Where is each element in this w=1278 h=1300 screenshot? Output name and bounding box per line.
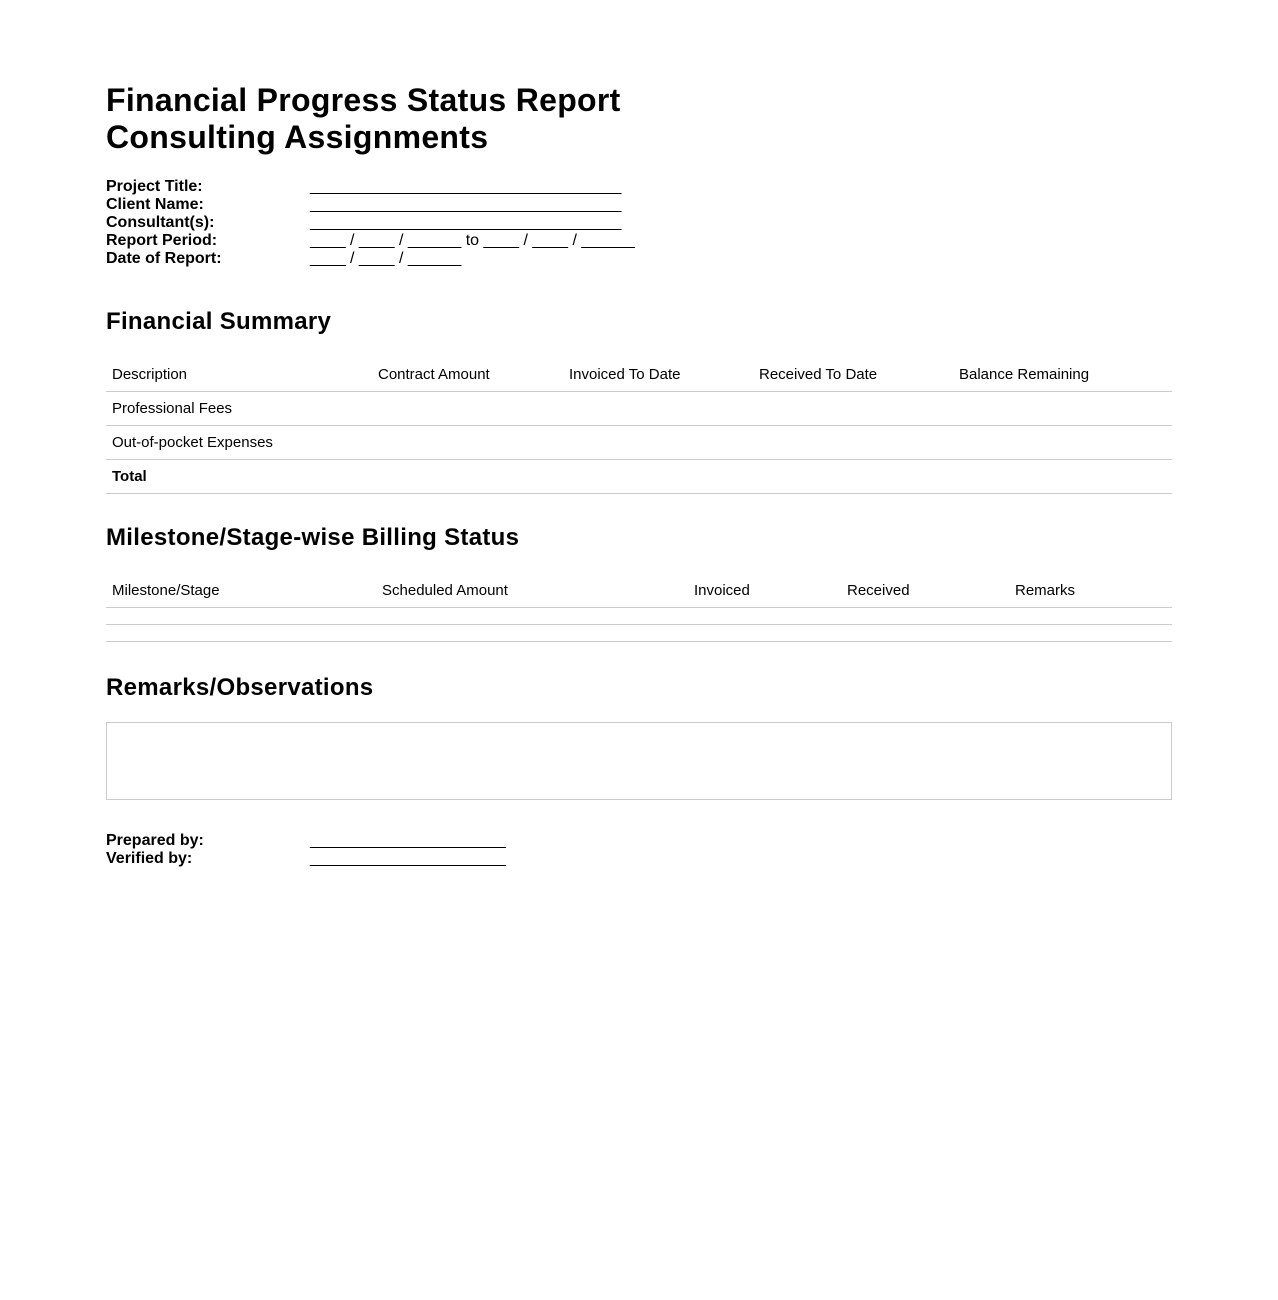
prepared-by-label: Prepared by:: [106, 832, 204, 849]
cell-contract-amount[interactable]: [372, 426, 563, 460]
consultants-label: Consultant(s):: [106, 214, 215, 231]
signoff-section: [106, 832, 1172, 868]
column-header-balance-remaining: Balance Remaining: [953, 358, 1172, 392]
cell-balance-remaining[interactable]: [953, 460, 1172, 494]
cell-invoiced[interactable]: [688, 608, 841, 625]
report-title-line1: Financial Progress Status Report: [106, 82, 621, 118]
financial-summary-table: [106, 358, 1172, 494]
report-title-line2: Consulting Assignments: [106, 119, 489, 155]
column-header-description: Description: [106, 358, 372, 392]
column-header-invoiced: Invoiced: [688, 574, 841, 608]
report-title: [106, 82, 1172, 156]
meta-client-name: [106, 196, 1172, 214]
cell-invoiced-to-date[interactable]: [563, 460, 753, 494]
consultants-field[interactable]: ___________________________________: [310, 214, 622, 231]
row-description: Professional Fees: [106, 392, 372, 426]
client-name-field[interactable]: ___________________________________: [310, 196, 622, 213]
remarks-heading: Remarks/Observations: [106, 674, 374, 701]
financial-summary-heading: Financial Summary: [106, 308, 332, 335]
table-row-total: [106, 460, 1172, 494]
column-header-contract-amount: Contract Amount: [372, 358, 563, 392]
report-period-field[interactable]: ____ / ____ / ______ to ____ / ____ / ______: [310, 232, 635, 249]
cell-received-to-date[interactable]: [753, 460, 953, 494]
report-meta: [106, 178, 1172, 268]
remarks-box[interactable]: [106, 722, 1172, 800]
cell-scheduled-amount[interactable]: [376, 625, 688, 642]
row-description-total: Total: [106, 460, 372, 494]
meta-report-period: [106, 232, 1172, 250]
row-description: Out-of-pocket Expenses: [106, 426, 372, 460]
cell-received[interactable]: [841, 625, 1009, 642]
table-header-row: [106, 358, 1172, 392]
table-row: [106, 392, 1172, 426]
table-row: [106, 608, 1172, 625]
cell-received-to-date[interactable]: [753, 426, 953, 460]
column-header-milestone-stage: Milestone/Stage: [106, 574, 376, 608]
column-header-invoiced-to-date: Invoiced To Date: [563, 358, 753, 392]
signoff-verified-by: [106, 850, 1172, 868]
table-row: [106, 625, 1172, 642]
cell-milestone-stage[interactable]: [106, 625, 376, 642]
column-header-scheduled-amount: Scheduled Amount: [376, 574, 688, 608]
verified-by-label: Verified by:: [106, 850, 193, 867]
date-of-report-label: Date of Report:: [106, 250, 222, 267]
cell-contract-amount[interactable]: [372, 392, 563, 426]
milestone-billing-table: [106, 574, 1172, 642]
cell-invoiced[interactable]: [688, 625, 841, 642]
report-page: [106, 82, 1172, 868]
cell-contract-amount[interactable]: [372, 460, 563, 494]
meta-consultants: [106, 214, 1172, 232]
cell-remarks[interactable]: [1009, 608, 1172, 625]
report-period-label: Report Period:: [106, 232, 218, 249]
cell-received-to-date[interactable]: [753, 392, 953, 426]
cell-balance-remaining[interactable]: [953, 426, 1172, 460]
cell-invoiced-to-date[interactable]: [563, 392, 753, 426]
verified-by-field[interactable]: ______________________: [310, 850, 506, 867]
column-header-received: Received: [841, 574, 1009, 608]
cell-balance-remaining[interactable]: [953, 392, 1172, 426]
milestone-billing-heading: Milestone/Stage-wise Billing Status: [106, 524, 520, 551]
project-title-label: Project Title:: [106, 178, 203, 195]
signoff-prepared-by: [106, 832, 1172, 850]
cell-remarks[interactable]: [1009, 625, 1172, 642]
cell-invoiced-to-date[interactable]: [563, 426, 753, 460]
column-header-received-to-date: Received To Date: [753, 358, 953, 392]
project-title-field[interactable]: ___________________________________: [310, 178, 622, 195]
cell-milestone-stage[interactable]: [106, 608, 376, 625]
date-of-report-field[interactable]: ____ / ____ / ______: [310, 250, 462, 267]
table-header-row: [106, 574, 1172, 608]
column-header-remarks: Remarks: [1009, 574, 1172, 608]
cell-scheduled-amount[interactable]: [376, 608, 688, 625]
meta-date-of-report: [106, 250, 1172, 268]
client-name-label: Client Name:: [106, 196, 204, 213]
meta-project-title: [106, 178, 1172, 196]
table-row: [106, 426, 1172, 460]
cell-received[interactable]: [841, 608, 1009, 625]
prepared-by-field[interactable]: ______________________: [310, 832, 506, 849]
